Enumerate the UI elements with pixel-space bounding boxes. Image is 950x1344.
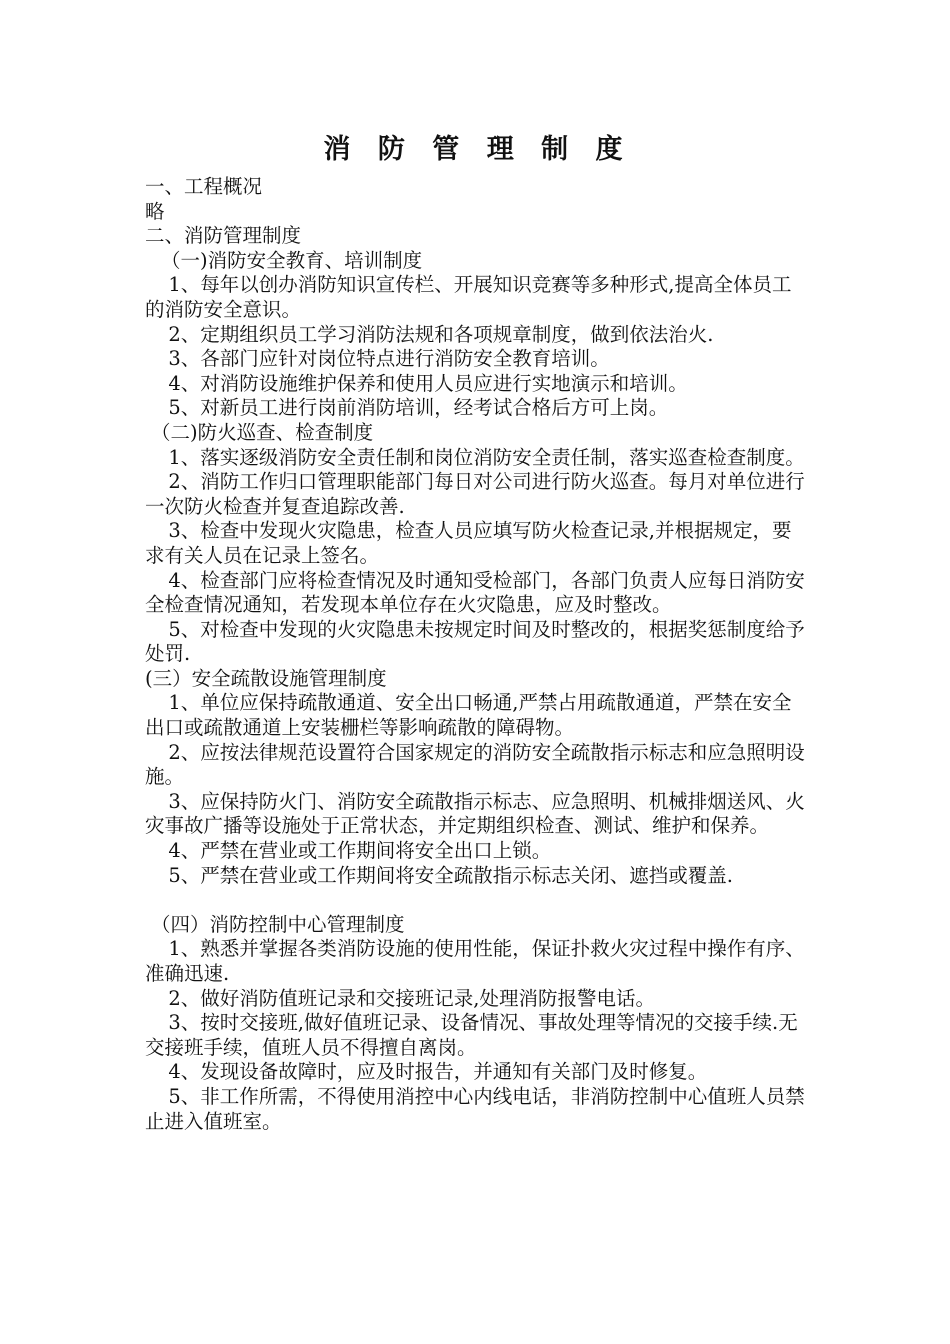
subsection-heading-control-center: （四）消防控制中心管理制度: [151, 912, 405, 936]
list-item: 5、非工作所需，不得使用消控中心内线电话，非消防控制中心值班人员禁止进入值班室。: [145, 1084, 805, 1133]
subsection-heading-evacuation: (三）安全疏散设施管理制度: [145, 666, 387, 690]
list-item: 3、各部门应针对岗位特点进行消防安全教育培训。: [168, 347, 610, 371]
list-item: 1、单位应保持疏散通道、安全出口畅通,严禁占用疏散通道，严禁在安全出口或疏散通道上安装栅栏等影响疏散的障碍物。: [145, 691, 792, 740]
list-item: 5、对检查中发现的火灾隐患未按规定时间及时整改的，根据奖惩制度给予处罚.: [145, 617, 805, 666]
list-item: 2、定期组织员工学习消防法规和各项规章制度，做到依法治火.: [168, 322, 714, 346]
subsection-heading-education: （一)消防安全教育、培训制度: [161, 248, 423, 272]
list-item: 5、对新员工进行岗前消防培训，经考试合格后方可上岗。: [168, 396, 669, 420]
blank-line: [145, 888, 810, 913]
section-heading-management: 二、消防管理制度: [145, 224, 302, 248]
list-item: 1、每年以创办消防知识宣传栏、开展知识竞赛等多种形式,提高全体员工的消防安全意识。: [145, 273, 792, 321]
document-title: 消 防 管 理 制 度: [323, 134, 632, 165]
list-item: 4、严禁在营业或工作期间将安全出口上锁。: [168, 839, 552, 863]
section-heading-overview: 一、工程概况: [145, 175, 263, 198]
list-item: 4、对消防设施维护保养和使用人员应进行实地演示和培训。: [168, 371, 688, 395]
list-item: 2、应按法律规范设置符合国家规定的消防安全疏散指示标志和应急照明设施。: [145, 740, 805, 789]
list-item: 4、发现设备故障时，应及时报告，并通知有关部门及时修复。: [168, 1060, 708, 1084]
list-item: 1、熟悉并掌握各类消防设施的使用性能，保证扑救火灾过程中操作有序、准确迅速.: [145, 937, 805, 985]
list-item: 3、检查中发现火灾隐患，检查人员应填写防火检查记录,并根据规定，要求有关人员在记录上签名。: [145, 519, 792, 567]
document-body: [145, 130, 810, 1134]
list-item: 2、消防工作归口管理职能部门每日对公司进行防火巡查。每月对单位进行一次防火检查并复查追踪改善.: [145, 470, 805, 518]
subsection-heading-inspection: （二)防火巡查、检查制度: [151, 420, 374, 444]
list-item: 3、按时交接班,做好值班记录、设备情况、事故处理等情况的交接手续.无交接班手续，值班人员不得擅自离岗。: [145, 1011, 798, 1059]
list-item: 1、落实逐级消防安全责任制和岗位消防安全责任制，落实巡查检查制度。: [168, 445, 805, 469]
list-item: 3、应保持防火门、消防安全疏散指示标志、应急照明、机械排烟送风、火灾事故广播等设施处于正常状态，并定期组织检查、测试、维护和保养。: [145, 789, 805, 838]
list-item: 4、检查部门应将检查情况及时通知受检部门，各部门负责人应每日消防安全检查情况通知，若发现本单位存在火灾隐患，应及时整改。: [145, 568, 805, 617]
section-body-overview: 略: [145, 199, 165, 223]
list-item: 2、做好消防值班记录和交接班记录,处理消防报警电话。: [168, 986, 655, 1010]
list-item: 5、严禁在营业或工作期间将安全疏散指示标志关闭、遮挡或覆盖.: [168, 863, 733, 887]
